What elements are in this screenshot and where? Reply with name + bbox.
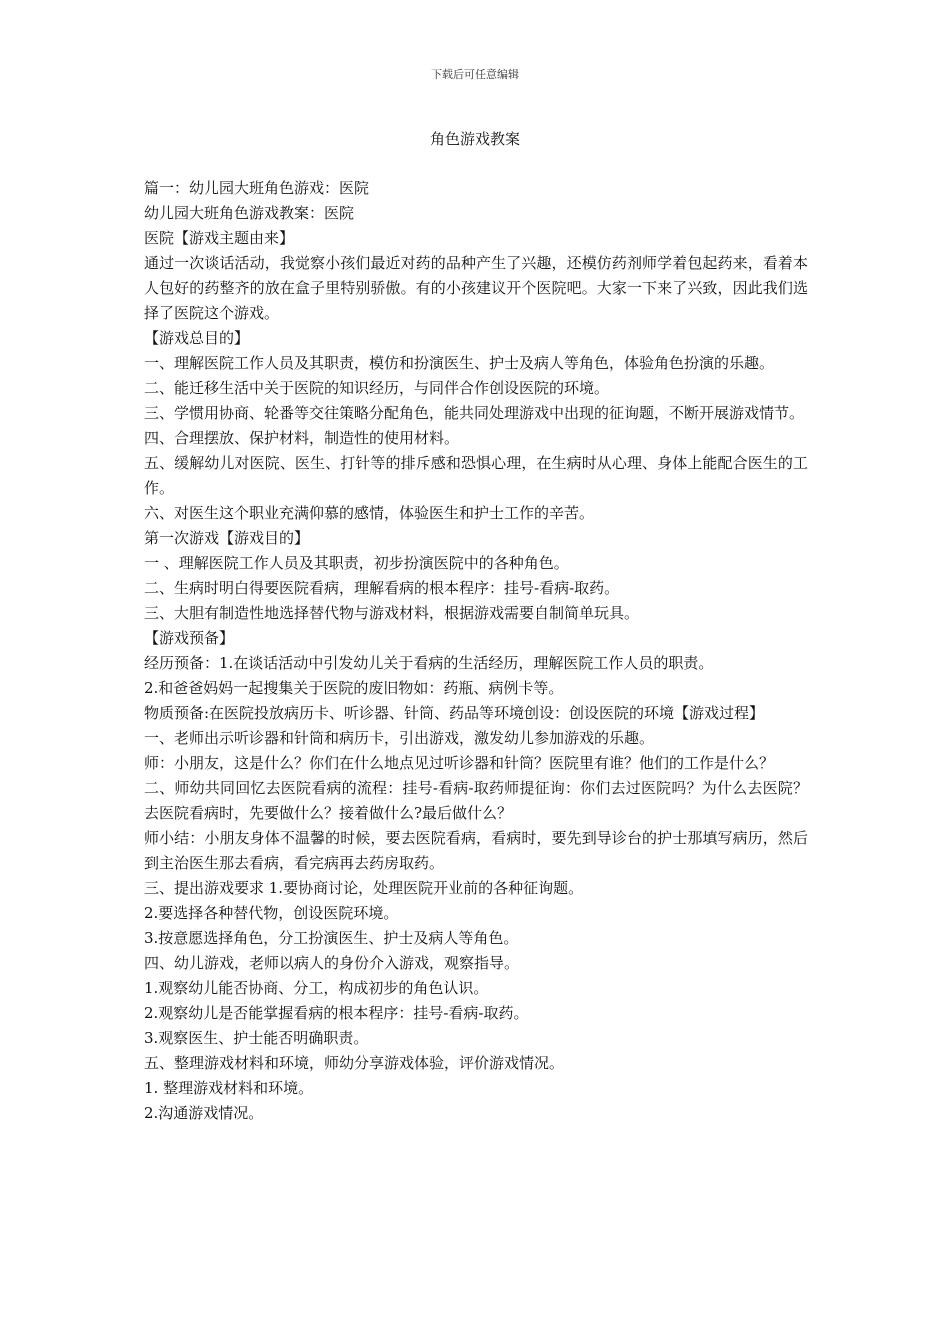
paragraph: 四、幼儿游戏，老师以病人的身份介入游戏，观察指导。 — [144, 954, 520, 972]
paragraph: 师小结：小朋友身体不温馨的时候，要去医院看病，看病时，要先到导诊台的护士那填写病历，然后到主治医生那去看病，看完病再去药房取药。 — [144, 829, 808, 872]
paragraph: 通过一次谈话活动，我觉察小孩们最近对药的品种产生了兴趣，还模仿药剂师学着包起药来，看着本人包好的药整齐的放在盒子里特别骄傲。有的小孩建议开个医院吧。大家一下来了兴致，因此我们选择了医院这个游戏。 — [144, 254, 808, 322]
document-title: 角色游戏教案 — [429, 130, 520, 148]
paragraph: 2.观察幼儿是否能掌握看病的根本程序：挂号-看病-取药。 — [144, 1004, 529, 1022]
paragraph: 医院【游戏主题由来】 — [144, 229, 295, 247]
document-body — [144, 176, 808, 1126]
paragraph: 3.按意愿选择角色，分工扮演医生、护士及病人等角色。 — [144, 929, 519, 947]
paragraph: 一、理解医院工作人员及其职责，模仿和扮演医生、护士及病人等角色，体验角色扮演的乐趣。 — [144, 354, 775, 372]
section-heading: 【游戏预备】 — [144, 629, 235, 647]
paragraph: 六、对医生这个职业充满仰慕的感情，体验医生和护士工作的辛苦。 — [144, 504, 595, 522]
paragraph: 2.和爸爸妈妈一起搜集关于医院的废旧物如：药瓶、病例卡等。 — [144, 679, 564, 697]
paragraph: 一 、理解医院工作人员及其职责，初步扮演医院中的各种角色。 — [144, 554, 569, 572]
paragraph: 五、缓解幼儿对医院、医生、打针等的排斥感和恐惧心理，在生病时从心理、身体上能配合医生的工作。 — [144, 454, 808, 497]
paragraph: 五、整理游戏材料和环境，师幼分享游戏体验，评价游戏情况。 — [144, 1054, 565, 1072]
paragraph: 3.观察医生、护士能否明确职责。 — [144, 1029, 369, 1047]
paragraph: 1.观察幼儿能否协商、分工，构成初步的角色认识。 — [144, 979, 489, 997]
paragraph: 1. 整理游戏材料和环境。 — [144, 1079, 314, 1097]
paragraph: 三、大胆有制造性地选择替代物与游戏材料，根据游戏需要自制简单玩具。 — [144, 604, 640, 622]
paragraph: 三、学惯用协商、轮番等交往策略分配角色，能共同处理游戏中出现的征询题，不断开展游戏情节。 — [144, 404, 805, 422]
paragraph: 三、提出游戏要求 1.要协商讨论，处理医院开业前的各种征询题。 — [144, 879, 584, 897]
paragraph: 二、师幼共同回忆去医院看病的流程：挂号-看病-取药师提征询：你们去过医院吗？为什么去医院？去医院看病时，先要做什么？接着做什么?最后做什么？ — [144, 779, 808, 822]
paragraph: 2.要选择各种替代物，创设医院环境。 — [144, 904, 399, 922]
paragraph: 师：小朋友，这是什么？你们在什么地点见过听诊器和针筒？医院里有谁？他们的工作是什么？ — [144, 754, 775, 772]
section-heading: 【游戏总目的】 — [144, 329, 250, 347]
paragraph: 幼儿园大班角色游戏教案：医院 — [144, 204, 355, 222]
paragraph: 二、能迁移生活中关于医院的知识经历，与同伴合作创设医院的环境。 — [144, 379, 610, 397]
paragraph: 2.沟通游戏情况。 — [144, 1104, 264, 1122]
header-note: 下载后可任意编辑 — [431, 68, 519, 81]
paragraph: 第一次游戏【游戏目的】 — [144, 529, 310, 547]
paragraph: 一、老师出示听诊器和针筒和病历卡，引出游戏，激发幼儿参加游戏的乐趣。 — [144, 729, 655, 747]
paragraph: 二、生病时明白得要医院看病，理解看病的根本程序：挂号-看病-取药。 — [144, 579, 620, 597]
paragraph: 物质预备:在医院投放病历卡、听诊器、针筒、药品等环境创设：创设医院的环境【游戏过程】 — [144, 704, 765, 722]
paragraph: 四、合理摆放、保护材料，制造性的使用材料。 — [144, 429, 460, 447]
paragraph: 经历预备：1.在谈话活动中引发幼儿关于看病的生活经历，理解医院工作人员的职责。 — [144, 654, 714, 672]
paragraph: 篇一：幼儿园大班角色游戏：医院 — [144, 179, 370, 197]
